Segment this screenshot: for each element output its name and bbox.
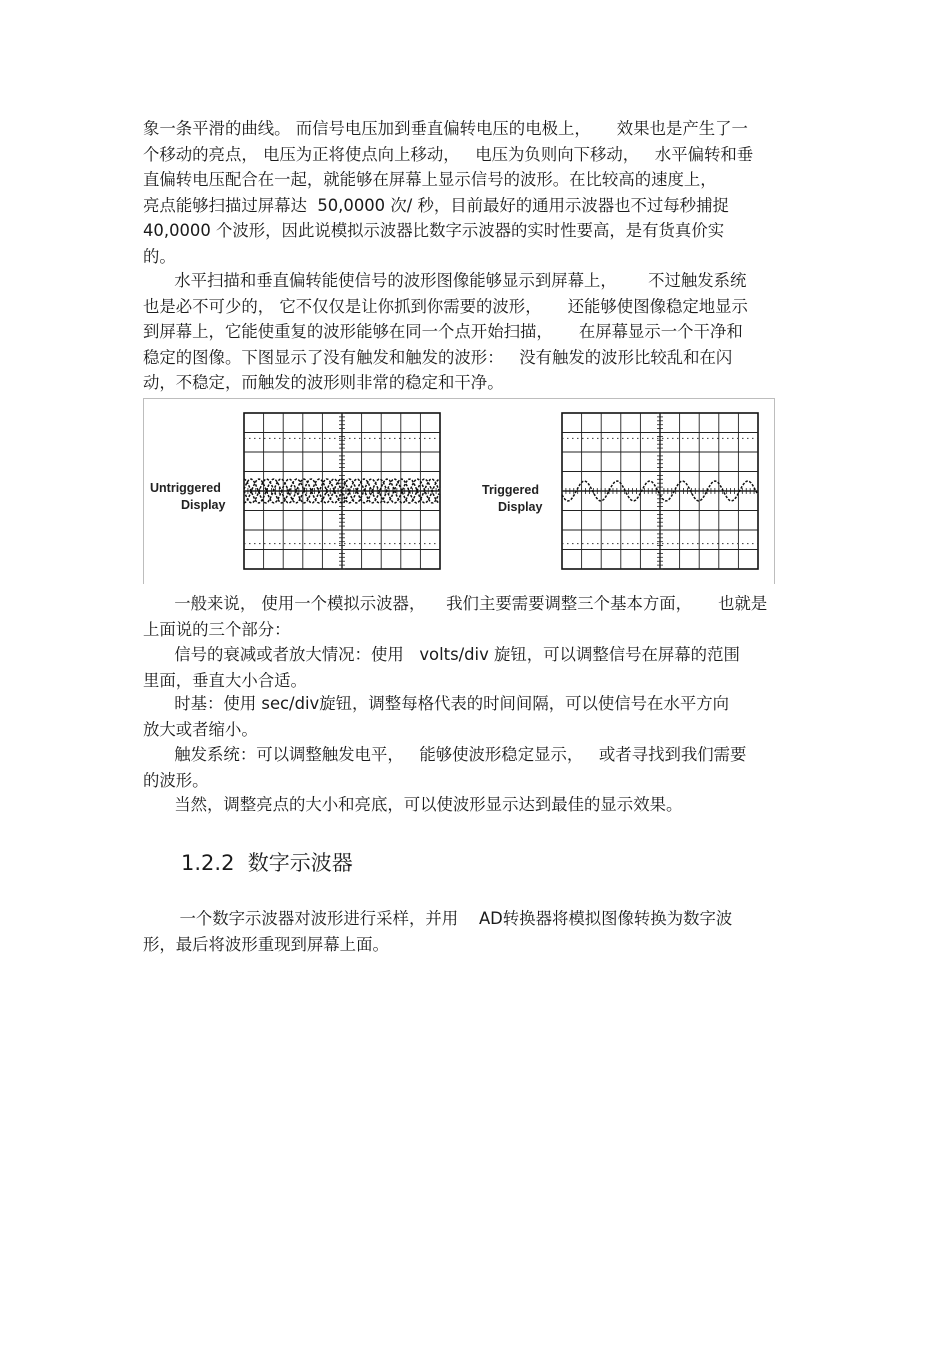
text-line: 一个数字示波器对波形进行采样，并用 AD转换器将模拟图像转换为数字波 [143,909,733,928]
text-line: 触发系统：可以调整触发电平， 能够使波形稳定显示， 或者寻找到我们需要 [143,745,747,764]
text-line: 当然，调整亮点的大小和亮底，可以使波形显示达到最佳的显示效果。 [143,795,683,814]
text-line: 形，最后将波形重现到屏幕上面。 [143,934,389,954]
text-line: 的。 [143,246,176,266]
text-line: 里面，垂直大小合适。 [143,670,307,690]
untriggered-label-line2: Display [181,498,226,512]
paragraph-brightness [143,792,808,818]
triggered-scope-screen [562,413,758,569]
text-line: 亮点能够扫描过屏幕达 50,0000 次/ 秒，目前最好的通用示波器也不过每秒捕捉 [143,195,729,215]
text-line: 的波形。 [143,770,209,790]
text-line: 象一条平滑的曲线。 而信号电压加到垂直偏转电压的电极上， 效果也是产生了一 [143,119,748,138]
paragraph-analog-sweep [143,116,808,270]
paragraph-digital-scope [143,906,808,957]
text-line: 放大或者缩小。 [143,719,258,739]
triggered-label-line2: Display [498,500,543,514]
section-heading [181,848,353,878]
text-line: 到屏幕上，它能使重复的波形能够在同一个点开始扫描， 在屏幕显示一个干净和 [143,322,743,342]
untriggered-scope-screen [244,413,440,569]
text-line: 个移动的亮点， 电压为正将使点向上移动， 电压为负则向下移动， 水平偏转和垂 [143,144,754,164]
text-line: 一般来说， 使用一个模拟示波器， 我们主要需要调整三个基本方面， 也就是 [143,594,768,613]
paragraph-three-adjustments [143,591,808,642]
paragraph-volts-div [143,642,808,693]
trigger-comparison-figure [143,398,775,584]
section-title: 数字示波器 [247,851,353,875]
text-line: 40,0000 个波形，因此说模拟示波器比数字示波器的实时性要高，是有货真价实 [143,221,725,241]
oscilloscope-figure-svg [144,399,774,584]
text-line: 直偏转电压配合在一起，就能够在屏幕上显示信号的波形。在比较高的速度上， [143,170,717,190]
text-line: 上面说的三个部分： [143,619,291,639]
triggered-label-line1: Triggered [482,483,539,497]
text-line: 稳定的图像。下图显示了没有触发和触发的波形： 没有触发的波形比较乱和在闪 [143,347,733,367]
paragraph-sec-div [143,691,808,742]
text-line: 水平扫描和垂直偏转能使信号的波形图像能够显示到屏幕上， 不过触发系统 [143,271,747,290]
text-line: 动，不稳定，而触发的波形则非常的稳定和干净。 [143,373,504,393]
text-line: 时基：使用 sec/div旋钮，调整每格代表的时间间隔，可以使信号在水平方向 [143,694,730,713]
untriggered-label-line1: Untriggered [150,481,221,495]
paragraph-trigger-system [143,268,808,396]
paragraph-trigger-level [143,742,808,793]
text-line: 也是必不可少的， 它不仅仅是让你抓到你需要的波形， 还能够使图像稳定地显示 [143,296,748,316]
section-number: 1.2.2 [181,851,235,875]
text-line: 信号的衰减或者放大情况：使用 volts/div 旋钮，可以调整信号在屏幕的范围 [143,645,740,664]
